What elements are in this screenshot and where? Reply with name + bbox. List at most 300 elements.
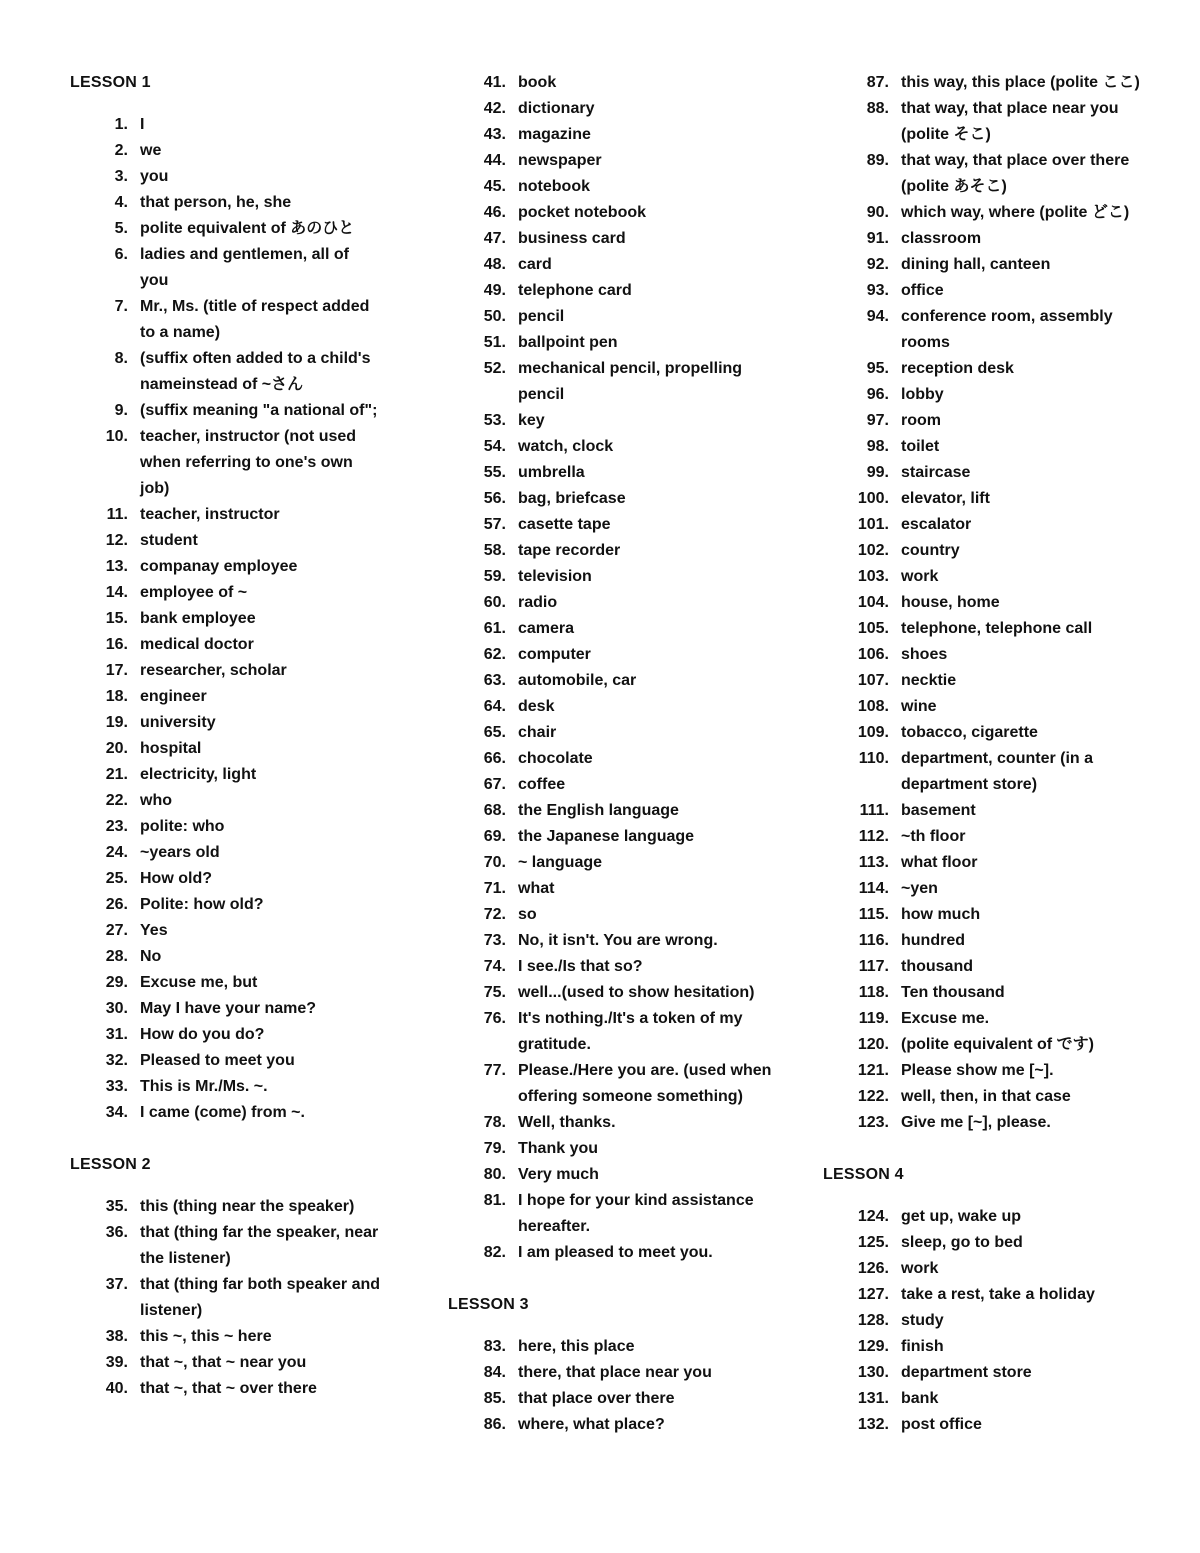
item-number: 49. (483, 282, 506, 299)
item-number: 60. (483, 594, 506, 611)
list-item (823, 434, 1143, 460)
section-spacer (823, 1136, 1143, 1162)
list-item (70, 632, 380, 658)
item-number: 14. (105, 584, 128, 601)
item-text: Pleased to meet you (140, 1052, 295, 1069)
item-text: university (140, 714, 216, 731)
list-item (70, 1376, 380, 1402)
item-number: 55. (483, 464, 506, 481)
item-number: 48. (483, 256, 506, 273)
item-text: this ~, this ~ here (140, 1328, 272, 1345)
item-text: dining hall, canteen (901, 256, 1051, 273)
item-text: work (901, 568, 939, 585)
item-text: ~years old (140, 844, 220, 861)
item-text: post office (901, 1416, 982, 1433)
item-text: this (thing near the speaker) (140, 1198, 355, 1215)
item-text: take a rest, take a holiday (901, 1286, 1095, 1303)
list-item (448, 798, 778, 824)
list-item (448, 278, 778, 304)
list-item (823, 980, 1143, 1006)
list-item (70, 294, 380, 346)
list-item (448, 746, 778, 772)
item-number: 33. (105, 1078, 128, 1095)
item-number: 103. (857, 568, 889, 585)
item-number: 44. (483, 152, 506, 169)
item-text: card (518, 256, 552, 273)
item-number: 51. (483, 334, 506, 351)
item-number: 124. (857, 1208, 889, 1225)
item-text: reception desk (901, 360, 1014, 377)
item-number: 47. (483, 230, 506, 247)
list-item (70, 580, 380, 606)
list-item (448, 408, 778, 434)
list-item (70, 918, 380, 944)
item-text: toilet (901, 438, 940, 455)
item-text: ladies and gentlemen, all of you (140, 246, 349, 289)
list-item (70, 1220, 380, 1272)
list-item (823, 70, 1143, 96)
list-item (448, 148, 778, 174)
list-item (823, 876, 1143, 902)
item-number: 109. (857, 724, 889, 741)
item-number: 61. (483, 620, 506, 637)
list-item (448, 980, 778, 1006)
item-number: 77. (483, 1062, 506, 1079)
item-text: No, it isn't. You are wrong. (518, 932, 718, 949)
item-text: country (901, 542, 960, 559)
list-item (448, 1386, 778, 1412)
item-number: 1. (114, 116, 128, 133)
item-text: how much (901, 906, 981, 923)
item-text: chair (518, 724, 557, 741)
item-text: Thank you (518, 1140, 599, 1157)
list-item (448, 1136, 778, 1162)
item-number: 16. (105, 636, 128, 653)
item-text: necktie (901, 672, 957, 689)
item-text: thousand (901, 958, 973, 975)
item-number: 106. (857, 646, 889, 663)
item-text: coffee (518, 776, 566, 793)
item-number: 84. (483, 1364, 506, 1381)
item-number: 7. (114, 298, 128, 315)
item-text: Please show me [~]. (901, 1062, 1054, 1079)
list-item (70, 1074, 380, 1100)
list-item (448, 772, 778, 798)
list-item (823, 746, 1143, 798)
item-number: 68. (483, 802, 506, 819)
item-text: computer (518, 646, 591, 663)
item-text: well, then, in that case (901, 1088, 1071, 1105)
list-item (823, 96, 1143, 148)
item-text: No (140, 948, 162, 965)
item-text: office (901, 282, 944, 299)
item-text: you (140, 168, 169, 185)
item-number: 74. (483, 958, 506, 975)
item-text: pencil (518, 308, 565, 325)
item-number: 114. (858, 880, 889, 897)
list-item (70, 736, 380, 762)
list-item (70, 892, 380, 918)
list-item (70, 190, 380, 216)
item-text: hundred (901, 932, 965, 949)
item-number: 100. (857, 490, 889, 507)
item-number: 42. (483, 100, 506, 117)
list-item (70, 398, 380, 424)
list-item (823, 278, 1143, 304)
item-number: 117. (858, 958, 889, 975)
item-text: Polite: how old? (140, 896, 264, 913)
vocab-list (70, 1194, 380, 1402)
item-number: 9. (114, 402, 128, 419)
item-number: 4. (114, 194, 128, 211)
item-text: get up, wake up (901, 1208, 1022, 1225)
list-item (448, 902, 778, 928)
item-text: pocket notebook (518, 204, 647, 221)
list-item (823, 1230, 1143, 1256)
item-text: finish (901, 1338, 944, 1355)
item-text: here, this place (518, 1338, 635, 1355)
item-text: mechanical pencil, propelling pencil (518, 360, 743, 403)
list-item (448, 1412, 778, 1438)
list-item (70, 814, 380, 840)
item-number: 28. (105, 948, 128, 965)
item-text: ~yen (901, 880, 938, 897)
item-number: 20. (105, 740, 128, 757)
item-number: 78. (483, 1114, 506, 1131)
item-number: 17. (105, 662, 128, 679)
vocab-list (448, 1334, 778, 1438)
item-text: ballpoint pen (518, 334, 618, 351)
item-text: that person, he, she (140, 194, 292, 211)
item-text: the Japanese language (518, 828, 695, 845)
item-text: It's nothing./It's a token of my gratitude. (518, 1010, 743, 1053)
item-text: dictionary (518, 100, 595, 117)
item-text: what (518, 880, 555, 897)
item-number: 6. (114, 246, 128, 263)
list-item (70, 1350, 380, 1376)
item-number: 40. (105, 1380, 128, 1397)
item-number: 66. (483, 750, 506, 767)
item-text: I am pleased to meet you. (518, 1244, 713, 1261)
item-number: 85. (483, 1390, 506, 1407)
list-item (70, 112, 380, 138)
item-text: medical doctor (140, 636, 254, 653)
list-item (823, 1412, 1143, 1438)
item-text: that (thing far the speaker, near the listener) (140, 1224, 379, 1267)
list-item (823, 382, 1143, 408)
list-item (70, 138, 380, 164)
item-text: that ~, that ~ over there (140, 1380, 317, 1397)
item-number: 96. (866, 386, 889, 403)
list-item (70, 502, 380, 528)
list-item (448, 876, 778, 902)
item-number: 13. (105, 558, 128, 575)
item-number: 2. (114, 142, 128, 159)
item-text: there, that place near you (518, 1364, 712, 1381)
item-number: 111. (859, 802, 889, 819)
item-text: chocolate (518, 750, 593, 767)
list-item (823, 1334, 1143, 1360)
list-item (823, 460, 1143, 486)
item-text: the English language (518, 802, 679, 819)
column-3 (823, 70, 1143, 1438)
list-item (823, 954, 1143, 980)
list-item (70, 216, 380, 242)
item-text: this way, this place (polite ここ) (901, 74, 1140, 91)
list-item (70, 346, 380, 398)
item-text: tobacco, cigarette (901, 724, 1038, 741)
list-item (823, 798, 1143, 824)
list-item (448, 1058, 778, 1110)
item-text: watch, clock (518, 438, 614, 455)
item-text: that way, that place over there (polite あそこ) (901, 152, 1130, 195)
list-item (448, 668, 778, 694)
item-number: 69. (483, 828, 506, 845)
item-number: 102. (857, 542, 889, 559)
item-text: house, home (901, 594, 1000, 611)
item-text: I see./Is that so? (518, 958, 643, 975)
item-number: 131. (857, 1390, 889, 1407)
item-number: 129. (857, 1338, 889, 1355)
item-number: 34. (105, 1104, 128, 1121)
item-text: business card (518, 230, 626, 247)
item-number: 8. (114, 350, 128, 367)
list-item (448, 1334, 778, 1360)
column-1 (70, 70, 380, 1402)
item-number: 5. (114, 220, 128, 237)
list-item (823, 928, 1143, 954)
list-item (70, 658, 380, 684)
item-number: 122. (857, 1088, 889, 1105)
item-text: employee of ~ (140, 584, 248, 601)
vocab-list (70, 112, 380, 1126)
lesson-heading: LESSON 3 (448, 1296, 529, 1313)
item-number: 115. (858, 906, 889, 923)
item-number: 92. (866, 256, 889, 273)
list-item (823, 616, 1143, 642)
item-text: we (140, 142, 162, 159)
item-number: 71. (483, 880, 506, 897)
item-number: 76. (483, 1010, 506, 1027)
vocab-list (448, 70, 778, 1266)
item-text: electricity, light (140, 766, 257, 783)
item-number: 108. (857, 698, 889, 715)
item-text: student (140, 532, 198, 549)
item-number: 52. (483, 360, 506, 377)
list-item (448, 590, 778, 616)
item-text: How old? (140, 870, 212, 887)
list-item (448, 174, 778, 200)
list-item (823, 148, 1143, 200)
item-number: 19. (105, 714, 128, 731)
item-text: room (901, 412, 941, 429)
list-item (70, 164, 380, 190)
item-text: hospital (140, 740, 202, 757)
item-number: 45. (483, 178, 506, 195)
item-number: 87. (866, 74, 889, 91)
list-item (70, 1194, 380, 1220)
item-number: 58. (483, 542, 506, 559)
item-text: Well, thanks. (518, 1114, 616, 1131)
item-number: 118. (858, 984, 889, 1001)
item-text: escalator (901, 516, 972, 533)
item-text: camera (518, 620, 575, 637)
item-number: 37. (105, 1276, 128, 1293)
item-number: 127. (857, 1286, 889, 1303)
item-number: 23. (105, 818, 128, 835)
list-item (448, 434, 778, 460)
list-item (448, 252, 778, 278)
item-number: 15. (105, 610, 128, 627)
item-text: shoes (901, 646, 948, 663)
item-text: engineer (140, 688, 207, 705)
list-item (70, 788, 380, 814)
item-text: Give me [~], please. (901, 1114, 1051, 1131)
list-item (70, 944, 380, 970)
item-text: lobby (901, 386, 944, 403)
list-item (448, 1188, 778, 1240)
item-number: 32. (105, 1052, 128, 1069)
item-text: ~ language (518, 854, 603, 871)
item-text: that ~, that ~ near you (140, 1354, 307, 1371)
item-text: telephone card (518, 282, 632, 299)
section-spacer (448, 1266, 778, 1292)
item-text: Please./Here you are. (used when offering someone something) (518, 1062, 772, 1105)
item-text: Mr., Ms. (title of respect added to a name) (140, 298, 370, 341)
list-item (448, 304, 778, 330)
item-number: 38. (105, 1328, 128, 1345)
item-text: researcher, scholar (140, 662, 287, 679)
list-item (823, 1204, 1143, 1230)
list-item (70, 1324, 380, 1350)
item-text: conference room, assembly rooms (901, 308, 1113, 351)
item-number: 31. (105, 1026, 128, 1043)
item-number: 120. (857, 1036, 889, 1053)
item-number: 57. (483, 516, 506, 533)
item-text: ~th floor (901, 828, 966, 845)
list-item (448, 226, 778, 252)
item-number: 105. (857, 620, 889, 637)
item-text: television (518, 568, 592, 585)
item-text: (suffix meaning "a national of"; (140, 402, 378, 419)
item-number: 132. (857, 1416, 889, 1433)
list-item (448, 486, 778, 512)
list-item (823, 356, 1143, 382)
item-text: which way, where (polite どこ) (901, 204, 1130, 221)
list-item (70, 684, 380, 710)
item-text: that (thing far both speaker and listener) (140, 1276, 381, 1319)
list-item (448, 512, 778, 538)
item-number: 70. (483, 854, 506, 871)
item-text: newspaper (518, 152, 602, 169)
item-text: I hope for your kind assistance hereafter. (518, 1192, 754, 1235)
list-item (823, 304, 1143, 356)
item-number: 67. (483, 776, 506, 793)
item-text: May I have your name? (140, 1000, 317, 1017)
list-item (823, 1032, 1143, 1058)
item-text: work (901, 1260, 939, 1277)
item-text: department store (901, 1364, 1032, 1381)
item-number: 110. (858, 750, 889, 767)
item-number: 125. (857, 1234, 889, 1251)
item-text: casette tape (518, 516, 611, 533)
item-number: 79. (483, 1140, 506, 1157)
list-item (448, 1360, 778, 1386)
item-number: 18. (105, 688, 128, 705)
item-text: notebook (518, 178, 590, 195)
list-item (70, 996, 380, 1022)
item-text: I (140, 116, 145, 133)
item-number: 25. (105, 870, 128, 887)
list-item (70, 762, 380, 788)
item-number: 88. (866, 100, 889, 117)
list-item (448, 850, 778, 876)
item-text: Ten thousand (901, 984, 1005, 1001)
list-item (823, 824, 1143, 850)
list-item (448, 538, 778, 564)
item-number: 63. (483, 672, 506, 689)
item-number: 36. (105, 1224, 128, 1241)
list-item (70, 1022, 380, 1048)
item-number: 95. (866, 360, 889, 377)
item-number: 93. (866, 282, 889, 299)
list-item (70, 424, 380, 502)
item-text: telephone, telephone call (901, 620, 1093, 637)
list-item (70, 528, 380, 554)
item-number: 99. (866, 464, 889, 481)
list-item (448, 720, 778, 746)
list-item (823, 720, 1143, 746)
item-text: Yes (140, 922, 168, 939)
item-text: teacher, instructor (140, 506, 280, 523)
item-text: well...(used to show hesitation) (518, 984, 755, 1001)
item-number: 21. (105, 766, 128, 783)
item-number: 65. (483, 724, 506, 741)
list-item (823, 1084, 1143, 1110)
item-text: companay employee (140, 558, 298, 575)
list-item (823, 1256, 1143, 1282)
item-text: wine (901, 698, 937, 715)
list-item (823, 850, 1143, 876)
item-number: 50. (483, 308, 506, 325)
item-text: radio (518, 594, 558, 611)
item-number: 30. (105, 1000, 128, 1017)
item-number: 73. (483, 932, 506, 949)
list-item (823, 902, 1143, 928)
list-item (70, 554, 380, 580)
list-item (823, 486, 1143, 512)
item-text: I came (come) from ~. (140, 1104, 305, 1121)
item-number: 97. (866, 412, 889, 429)
list-item (448, 616, 778, 642)
vocab-list (823, 70, 1143, 1136)
item-number: 64. (483, 698, 506, 715)
item-text: How do you do? (140, 1026, 265, 1043)
item-number: 90. (866, 204, 889, 221)
list-item (823, 1058, 1143, 1084)
section-spacer (70, 1126, 380, 1152)
item-number: 12. (105, 532, 128, 549)
item-number: 128. (857, 1312, 889, 1329)
item-text: umbrella (518, 464, 585, 481)
item-number: 22. (105, 792, 128, 809)
list-item (823, 512, 1143, 538)
item-text: Excuse me, but (140, 974, 258, 991)
list-item (823, 642, 1143, 668)
list-item (448, 122, 778, 148)
item-number: 41. (483, 74, 506, 91)
list-item (70, 242, 380, 294)
